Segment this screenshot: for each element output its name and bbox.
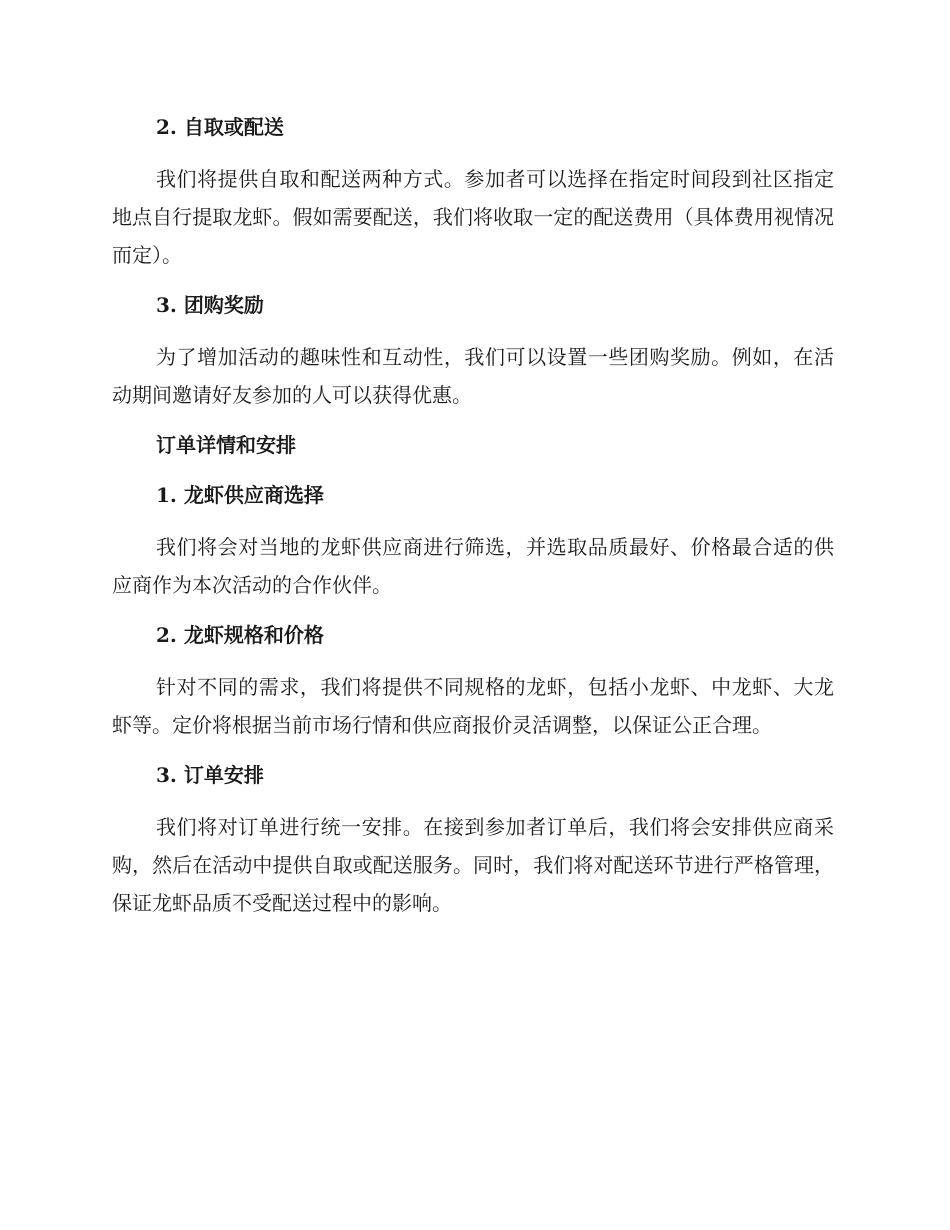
section-paragraph-order-arrangement: 我们将对订单进行统一安排。在接到参加者订单后，我们将会安排供应商采购，然后在活动中提供自取或配送服务。同时，我们将对配送环节进行严格管理，保证龙虾品质不受配送过程中的影响。 xyxy=(112,815,834,915)
section-paragraph-pickup-delivery: 我们将提供自取和配送两种方式。参加者可以选择在指定时间段到社区指定地点自行提取龙虾。假如需要配送，我们将收取一定的配送费用（具体费用视情况而定）。 xyxy=(112,167,834,267)
section-heading-order-arrangement: 3. 订单安排 xyxy=(156,763,264,787)
section-heading-order-details: 订单详情和安排 xyxy=(156,433,296,457)
section-paragraph-group-rewards: 为了增加活动的趣味性和互动性，我们可以设置一些团购奖励。例如，在活动期间邀请好友参加的人可以获得优惠。 xyxy=(112,345,834,407)
section-heading-group-rewards: 3. 团购奖励 xyxy=(156,293,264,317)
section-paragraph-specs-pricing: 针对不同的需求，我们将提供不同规格的龙虾，包括小龙虾、中龙虾、大龙虾等。定价将根据当前市场行情和供应商报价灵活调整，以保证公正合理。 xyxy=(112,675,834,737)
section-paragraph-supplier-selection: 我们将会对当地的龙虾供应商进行筛选，并选取品质最好、价格最合适的供应商作为本次活动的合作伙伴。 xyxy=(112,535,834,597)
section-heading-specs-pricing: 2. 龙虾规格和价格 xyxy=(156,623,324,647)
section-heading-pickup-delivery: 2. 自取或配送 xyxy=(156,115,284,139)
document-body xyxy=(112,108,834,922)
section-heading-supplier-selection: 1. 龙虾供应商选择 xyxy=(156,483,324,507)
